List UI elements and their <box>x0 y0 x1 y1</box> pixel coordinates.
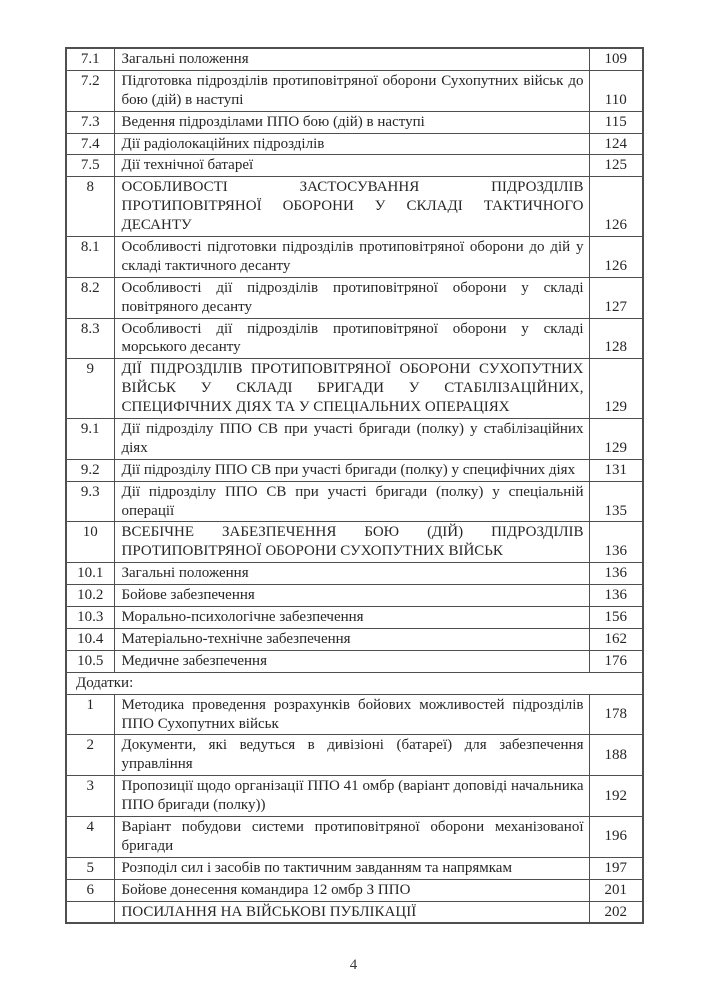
toc-entry-title: ПОСИЛАННЯ НА ВІЙСЬКОВІ ПУБЛІКАЦІЇ <box>114 901 589 923</box>
toc-entry-page: 128 <box>589 318 643 359</box>
toc-entry-title: Методика проведення розрахунків бойових можливостей підрозділів ППО Сухопутних військ <box>114 694 589 735</box>
toc-entry-title: ВСЕБІЧНЕ ЗАБЕЗПЕЧЕННЯ БОЮ (ДІЙ) ПІДРОЗДІЛІВ ПРОТИПОВІТРЯНОЇ ОБОРОНИ СУХОПУТНИХ ВІЙСЬК <box>114 522 589 563</box>
toc-entry-title: Бойове забезпечення <box>114 585 589 607</box>
toc-row <box>66 650 643 672</box>
toc-entry-number: 8 <box>66 177 114 237</box>
toc-entry-title: Загальні положення <box>114 48 589 70</box>
toc-entry-number <box>66 901 114 923</box>
toc-entry-page: 135 <box>589 481 643 522</box>
toc-entry-number: 10.4 <box>66 628 114 650</box>
toc-entry-page: 202 <box>589 901 643 923</box>
toc-row <box>66 359 643 419</box>
toc-entry-title: Загальні положення <box>114 563 589 585</box>
toc-entry-number: 7.1 <box>66 48 114 70</box>
toc-entry-number: 7.3 <box>66 111 114 133</box>
toc-row <box>66 111 643 133</box>
toc-entry-title: Розподіл сил і засобів по тактичним завданням та напрямкам <box>114 857 589 879</box>
toc-entry-number: 7.5 <box>66 155 114 177</box>
toc-entry-page: 136 <box>589 585 643 607</box>
toc-row <box>66 776 643 817</box>
toc-entry-number: 8.2 <box>66 277 114 318</box>
toc-entry-page: 162 <box>589 628 643 650</box>
toc-entry-number: 9.2 <box>66 459 114 481</box>
toc-entry-title: Бойове донесення командира 12 омбр З ППО <box>114 879 589 901</box>
toc-entry-page: 188 <box>589 735 643 776</box>
toc-row <box>66 816 643 857</box>
toc-entry-number: 7.4 <box>66 133 114 155</box>
toc-entry-number: 8.3 <box>66 318 114 359</box>
toc-entry-number: 10.3 <box>66 607 114 629</box>
toc-row <box>66 70 643 111</box>
toc-row <box>66 459 643 481</box>
toc-row <box>66 419 643 460</box>
toc-entry-page: 124 <box>589 133 643 155</box>
toc-entry-page: 115 <box>589 111 643 133</box>
toc-entry-number: 10.2 <box>66 585 114 607</box>
toc-entry-title: Дії підрозділу ППО СВ при участі бригади (полку) у спеціальній операції <box>114 481 589 522</box>
toc-entry-page: 178 <box>589 694 643 735</box>
toc-body <box>66 48 643 923</box>
footer-page-number: 4 <box>349 957 358 973</box>
toc-entry-page: 126 <box>589 237 643 278</box>
toc-entry-title: Пропозиції щодо організації ППО 41 омбр (варіант доповіді начальника ППО бригади (полку)) <box>114 776 589 817</box>
toc-row <box>66 901 643 923</box>
toc-row <box>66 48 643 70</box>
toc-row <box>66 735 643 776</box>
toc-entry-title: Ведення підрозділами ППО бою (дій) в наступі <box>114 111 589 133</box>
toc-entry-page: 156 <box>589 607 643 629</box>
toc-row <box>66 607 643 629</box>
toc-entry-page: 201 <box>589 879 643 901</box>
toc-row <box>66 177 643 237</box>
toc-entry-page: 125 <box>589 155 643 177</box>
toc-entry-number: 10 <box>66 522 114 563</box>
toc-entry-title: Дії підрозділу ППО СВ при участі бригади (полку) у стабілізаційних діях <box>114 419 589 460</box>
toc-entry-number: 9 <box>66 359 114 419</box>
toc-row <box>66 694 643 735</box>
toc-row <box>66 522 643 563</box>
toc-entry-number: 9.1 <box>66 419 114 460</box>
toc-entry-page: 126 <box>589 177 643 237</box>
toc-entry-page: 197 <box>589 857 643 879</box>
toc-entry-title: Дії радіолокаційних підрозділів <box>114 133 589 155</box>
toc-entry-number: 3 <box>66 776 114 817</box>
toc-row <box>66 481 643 522</box>
toc-entry-title: ДІЇ ПІДРОЗДІЛІВ ПРОТИПОВІТРЯНОЇ ОБОРОНИ СУХОПУТНИХ ВІЙСЬК У СКЛАДІ БРИГАДИ У СТАБІЛІЗАЦІЙНИХ, СПЕЦИФІЧНИХ ДІЯХ ТА У СПЕЦІАЛЬНИХ ОПЕРАЦІЯХ <box>114 359 589 419</box>
toc-entry-title: Підготовка підрозділів протиповітряної оборони Сухопутних військ до бою (дій) в наступі <box>114 70 589 111</box>
toc-entry-title: Морально-психологічне забезпечення <box>114 607 589 629</box>
toc-entry-page: 129 <box>589 359 643 419</box>
toc-entry-page: 131 <box>589 459 643 481</box>
toc-entry-title: Варіант побудови системи протиповітряної оборони механізованої бригади <box>114 816 589 857</box>
toc-row <box>66 318 643 359</box>
toc-entry-number: 8.1 <box>66 237 114 278</box>
toc-entry-page: 136 <box>589 563 643 585</box>
toc-entry-page: 176 <box>589 650 643 672</box>
toc-row <box>66 628 643 650</box>
toc-entry-title: Документи, які ведуться в дивізіоні (батареї) для забезпечення управління <box>114 735 589 776</box>
toc-entry-page: 129 <box>589 419 643 460</box>
toc-row <box>66 133 643 155</box>
toc-section-label: Додатки: <box>66 672 643 694</box>
toc-entry-page: 127 <box>589 277 643 318</box>
toc-entry-title: Особливості підготовки підрозділів протиповітряної оборони до дій у складі тактичного десанту <box>114 237 589 278</box>
toc-entry-number: 5 <box>66 857 114 879</box>
toc-row <box>66 237 643 278</box>
toc-entry-title: Медичне забезпечення <box>114 650 589 672</box>
toc-entry-title: ОСОБЛИВОСТІ ЗАСТОСУВАННЯ ПІДРОЗДІЛІВ ПРОТИПОВІТРЯНОЇ ОБОРОНИ У СКЛАДІ ТАКТИЧНОГО ДЕСАНТУ <box>114 177 589 237</box>
toc-entry-number: 10.5 <box>66 650 114 672</box>
toc-entry-number: 9.3 <box>66 481 114 522</box>
toc-entry-page: 136 <box>589 522 643 563</box>
toc-entry-number: 6 <box>66 879 114 901</box>
toc-entry-title: Дії технічної батареї <box>114 155 589 177</box>
toc-entry-title: Дії підрозділу ППО СВ при участі бригади (полку) у специфічних діях <box>114 459 589 481</box>
toc-entry-title: Матеріально-технічне забезпечення <box>114 628 589 650</box>
toc-entry-page: 110 <box>589 70 643 111</box>
toc-entry-page: 192 <box>589 776 643 817</box>
toc-row <box>66 277 643 318</box>
toc-entry-number: 4 <box>66 816 114 857</box>
toc-row <box>66 879 643 901</box>
toc-row <box>66 563 643 585</box>
toc-entry-title: Особливості дії підрозділів протиповітряної оборони у складі морського десанту <box>114 318 589 359</box>
toc-entry-title: Особливості дії підрозділів протиповітряної оборони у складі повітряного десанту <box>114 277 589 318</box>
toc-row <box>66 585 643 607</box>
toc-entry-number: 7.2 <box>66 70 114 111</box>
toc-entry-number: 1 <box>66 694 114 735</box>
toc-entry-number: 2 <box>66 735 114 776</box>
toc-row <box>66 857 643 879</box>
toc-section-row <box>66 672 643 694</box>
toc-table <box>65 47 644 924</box>
toc-entry-page: 109 <box>589 48 643 70</box>
toc-row <box>66 155 643 177</box>
toc-entry-page: 196 <box>589 816 643 857</box>
toc-entry-number: 10.1 <box>66 563 114 585</box>
